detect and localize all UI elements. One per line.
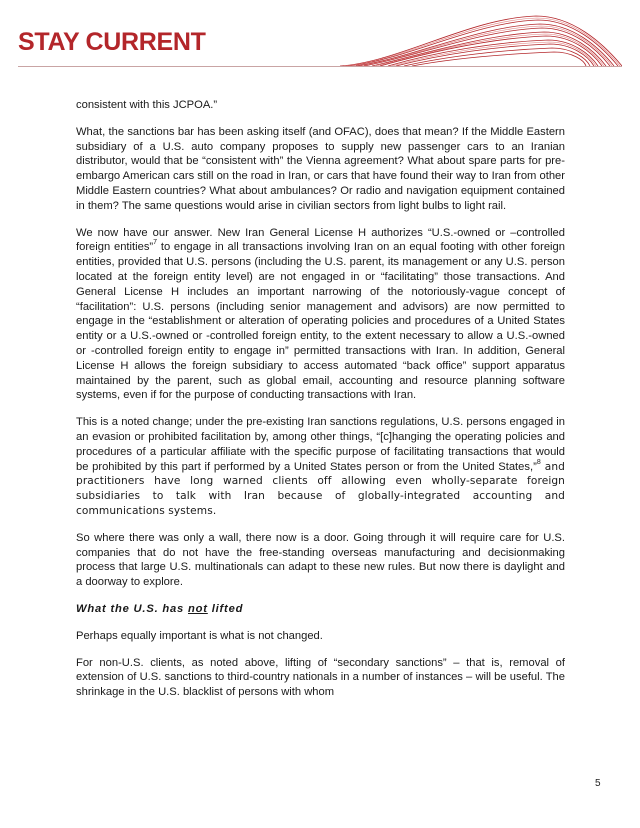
paragraph-text: to engage in all transactions involving Iran on an equal footing with other foreign entities, provided that U.S. persons (including the U.S. parent, its management or any U.S. person located at the foreign entity level) are not engaged in or “facilitating” those transactions. And General License H includes an important narrowing of the notoriously-vague concept of “facilitation”: U.S. persons (including senior management and advisors) are now permitted to engage in the “establishment or alteration of operating policies and procedures of a United States entity or a U.S.-owned or -controlled foreign entity, to the extent necessary to allow a U.S.-owned or -controlled foreign entity to engage in” permitted transactions with Iran. In addition, General License H allows the foreign subsidiary to access automated “back office” support apparatus maintained by the parent, such as global email, accounting and resource planning software systems, even if for the purpose of conducting transactions with Iran. <box>76 241 565 402</box>
paragraph-text: and practitioners have long warned clients off allowing even wholly-separate foreign subsidiaries to talk with Iran because of globally-integrated accounting and communications systems. <box>76 460 566 517</box>
paragraph <box>76 415 565 519</box>
paragraph: For non-U.S. clients, as noted above, lifting of “secondary sanctions” – that is, removal of extension of U.S. sanctions to third-country nationals in a number of instances – will be useful. The shrinkage in the U.S. blacklist of persons with whom <box>76 656 565 699</box>
footnote-ref-8: 8 <box>536 458 541 466</box>
heading-text: lifted <box>207 602 244 615</box>
brand-title: STAY CURRENT <box>18 28 206 56</box>
paragraph: consistent with this JCPOA.” <box>76 99 218 111</box>
article-body <box>76 98 565 712</box>
page-number: 5 <box>595 778 601 789</box>
paragraph: Perhaps equally important is what is not changed. <box>76 629 323 642</box>
heading-text: What the U.S. has <box>76 602 188 615</box>
paragraph <box>76 226 565 404</box>
page-header <box>0 0 640 80</box>
paragraph: So where there was only a wall, there now is a door. Going through it will require care for U.S. companies that do not have the free-standing overseas manufacturing and decisionmaking process that large U.S. multinationals can adapt to these new rules. But now there is daylight and a doorway to explore. <box>76 531 565 589</box>
paragraph-text: We now have our answer. New Iran General License H authorizes “U.S.-owned or –controlled foreign entities” <box>76 226 565 254</box>
header-rule <box>18 66 622 67</box>
paragraph: What, the sanctions bar has been asking itself (and OFAC), does that mean? If the Middle Eastern subsidiary of a U.S. auto company proposes to supply new passenger cars to an Iranian distributor, would that be “consistent with” the Vienna agreement? What about spare parts for pre-embargo American cars still on the road in Iran, or cars that have found their way to Iran from other Middle Eastern countries? What about ambulances? Or radio and navigation equipment contained in them? The same questions would arise in civilian sectors from light bulbs to light rail. <box>76 125 565 212</box>
swoosh-logo-graphic <box>340 12 622 70</box>
footnote-ref-7: 7 <box>153 239 158 247</box>
section-heading <box>76 602 565 617</box>
heading-underlined-word: not <box>188 602 208 615</box>
paragraph-text: This is a noted change; under the pre-existing Iran sanctions regulations, U.S. persons engaged in an evasion or prohibited facilitation by, among other things, “[c]hanging the operating policies and procedures of a particular affiliate with the specific purpose of facilitating transactions that would be prohibited by this part if performed by a United States person or from the United States,” <box>76 416 565 473</box>
